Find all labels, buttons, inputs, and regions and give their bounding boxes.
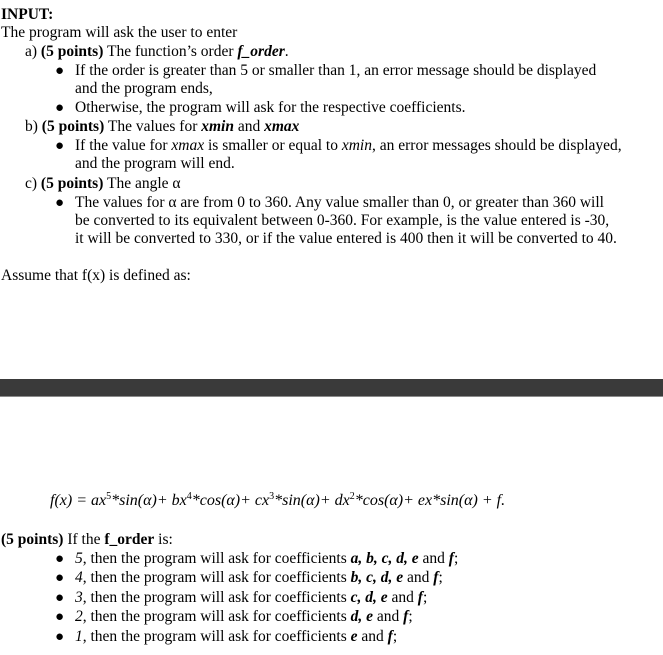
bullet-icon: ● [55,570,65,586]
order-item-last: f [387,628,393,645]
input-heading: INPUT: [1,6,54,23]
item-a-text: The function’s order [103,43,238,60]
formula-exp1: 5 [106,491,112,502]
formula [50,491,505,511]
order-item-end: ; [438,569,443,586]
order-item-num: 2 [75,608,83,625]
item-b-bullet-var2: xmin [341,137,372,154]
assume-text: Assume that f(x) is defined as: [1,267,191,284]
order-item-num: 4 [75,569,83,586]
order-item-end: ; [453,550,459,567]
bullet-icon: ● [55,629,65,645]
bullet-icon: ● [55,138,65,154]
bullet-icon: ● [55,609,65,625]
input-intro: The program will ask the user to enter [1,24,238,41]
formula-term2: *cos(α)+ cx [191,492,270,509]
item-c-points: (5 points) [40,175,104,192]
item-a-points: (5 points) [40,43,104,60]
bullet-icon: ● [55,100,65,116]
bullet-icon: ● [55,590,65,606]
item-c-bullet1-line3: it will be converted to 330, or if the value entered is 400 then it will be converted to 40. [75,230,617,247]
item-c-bullet1-line2: be converted to its equivalent between 0-360. For example, is the value entered is -30, [75,212,610,229]
item-c-text: The angle α [103,175,181,192]
order-item-last: f [448,550,454,567]
item-b-var1: xmin [201,118,234,135]
formula-exp3: 3 [269,491,275,502]
item-b-bullet-prefix: If the value for [75,137,172,154]
formula-exp4: 2 [349,491,355,502]
order-list-item [75,628,397,646]
item-a-bullet1-line2: and the program ends, [75,80,213,97]
item-a-bullet2-line1: Otherwise, the program will ask for the respective coefficients. [75,99,466,116]
order-list-item [75,608,413,626]
formula-term1: *sin(α)+ bx [111,492,187,509]
order-list-item [75,550,458,568]
order-item-and: and [403,569,434,586]
item-a-period: . [284,43,289,60]
page-divider [0,379,663,397]
order-item-text: , then the program will ask for coefficients [82,589,351,606]
item-c-bullet1-line1: The values for α are from 0 to 360. Any value smaller than 0, or greater than 360 will [75,194,604,211]
bullet-icon: ● [55,63,65,79]
item-a-var: f_order [237,43,285,60]
item-b-bullet-var1: xmax [171,137,205,154]
order-item-last: f [417,589,423,606]
item-c [25,175,181,193]
order-var: f_order [104,531,155,548]
item-b-bullet-suffix: , an error messages should be displayed, [372,137,622,154]
order-item-num: 3 [75,589,83,606]
order-item-end: ; [422,589,428,606]
order-item-and: and [387,589,418,606]
item-b-bullet-mid: is smaller or equal to [204,137,342,154]
item-a-marker: a) [25,43,38,60]
order-item-coefs: c, d, e [350,589,388,606]
order-item-end: ; [408,608,413,625]
order-colon: is: [154,531,173,548]
order-item-coefs: b, c, d, e [350,569,404,586]
order-item-and: and [373,608,404,625]
order-list-item [75,589,427,607]
item-b-var2: xmax [264,118,300,135]
formula-term3: *sin(α)+ dx [274,492,350,509]
order-item-text: , then the program will ask for coefficients [82,628,351,645]
item-b-bullet1-line1 [75,137,622,155]
order-item-last: f [433,569,439,586]
order-item-num: 5 [75,550,83,567]
order-item-coefs: a, b, c, d, e [350,550,419,567]
order-intro: If the [63,531,105,548]
item-b-text: The values for [104,118,202,135]
order-heading [1,531,173,549]
item-b-conj: and [233,118,265,135]
formula-lhs: f(x) = ax [50,492,107,509]
item-b-marker: b) [25,118,38,135]
order-item-text: , then the program will ask for coefficients [82,569,351,586]
bullet-icon: ● [55,195,65,211]
order-item-end: ; [392,628,398,645]
order-item-text: , then the program will ask for coefficients [82,550,351,567]
formula-term4: *cos(α)+ ex*sin(α) + f. [354,492,506,509]
item-b [25,118,299,136]
order-item-and: and [357,628,388,645]
order-item-last: f [403,608,409,625]
formula-exp2: 4 [186,491,192,502]
item-b-bullet1-line2: and the program will end. [75,155,235,172]
item-a [25,43,289,61]
order-item-and: and [418,550,449,567]
order-points: (5 points) [1,531,64,548]
bullet-icon: ● [55,551,65,567]
item-c-marker: c) [25,175,38,192]
order-list-item [75,569,443,587]
item-b-points: (5 points) [41,118,105,135]
item-a-bullet1-line1: If the order is greater than 5 or smaller than 1, an error message should be displayed [75,62,597,79]
order-item-coefs: e [350,628,358,645]
order-item-text: , then the program will ask for coefficients [82,608,351,625]
order-item-coefs: d, e [350,608,374,625]
order-item-num: 1 [75,628,83,645]
